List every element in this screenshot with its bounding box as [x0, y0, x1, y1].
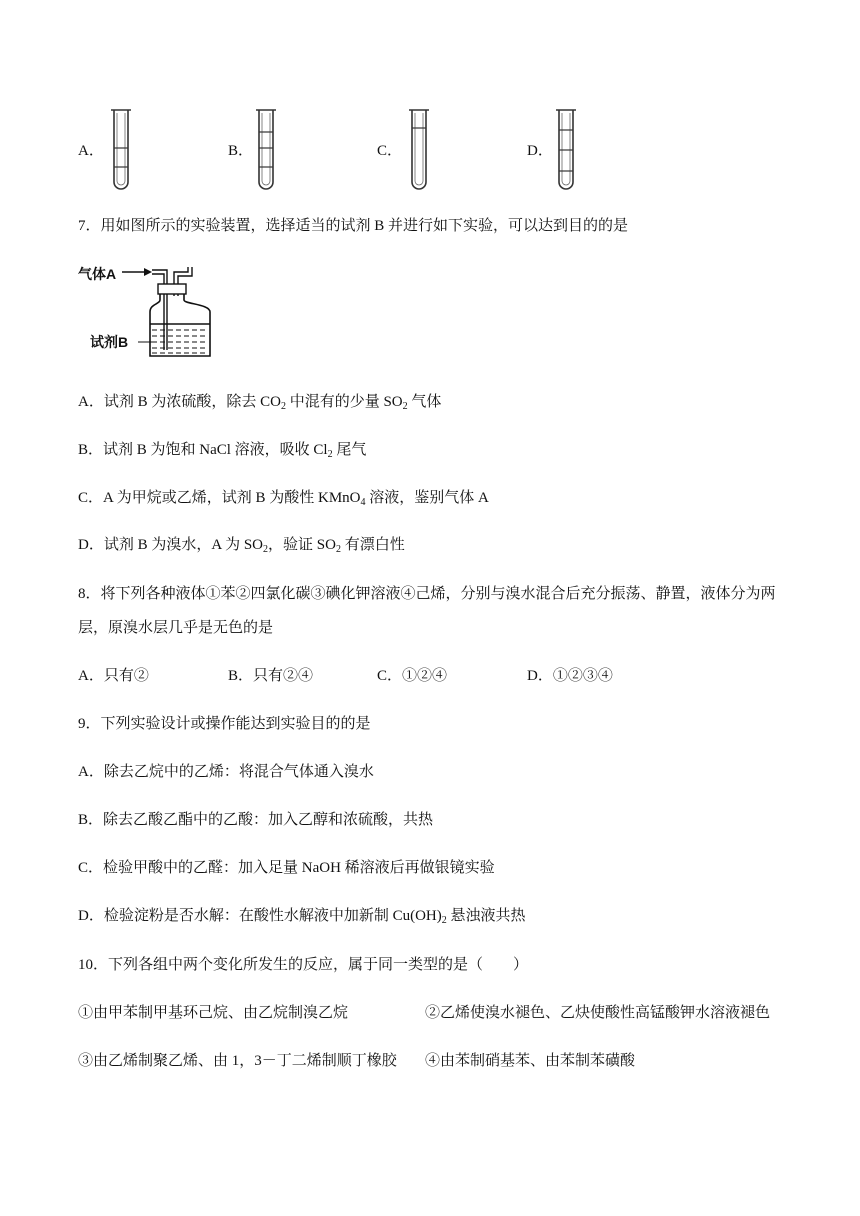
question-7-option-a: A．试剂 B 为浓硫酸，除去 $CO_2$ 中混有的少量 $SO_2$ 气体: [78, 394, 442, 412]
question-7-option-d: D．试剂 B 为溴水，A 为 $SO_2$，验证 $SO_2$ 有漂白性: [78, 537, 405, 555]
gas-a-label: 气体A: [78, 266, 117, 282]
option-c-label: C．: [377, 143, 403, 159]
question-7-option-c: C．A 为甲烷或乙烯，试剂 B 为酸性 KMnO$_4$ 溶液，鉴别气体 A: [78, 490, 489, 508]
test-tube-c: [406, 108, 432, 192]
reagent-b-label: 试剂B: [90, 334, 129, 350]
question-10-stem: 10．下列各组中两个变化所发生的反应，属于同一类型的是（ ）: [78, 957, 529, 973]
question-10-item-2: ②乙烯使溴水褪色、乙炔使酸性高锰酸钾水溶液褪色: [425, 1005, 771, 1021]
question-10-item-1: ①由甲苯制甲基环己烷、由乙烷制溴乙烷: [78, 1005, 349, 1021]
question-8-option-d: D．①②③④: [527, 668, 613, 684]
question-9-option-c: C．检验甲酸中的乙醛：加入足量 NaOH 稀溶液后再做银镜实验: [78, 860, 495, 876]
question-7-stem: 7．用如图所示的实验装置，选择适当的试剂 B 并进行如下实验，可以达到目的的是: [78, 218, 629, 234]
test-tube-d: [553, 108, 579, 192]
question-7-option-b: B．试剂 B 为饱和 NaCl 溶液，吸收 $Cl_2$ 尾气: [78, 442, 367, 460]
question-8-option-c: C．①②④: [377, 668, 448, 684]
gas-washing-bottle-diagram: [78, 262, 228, 362]
question-9-stem: 9．下列实验设计或操作能达到实验目的的是: [78, 716, 371, 732]
gas-washing-bottle-icon: [78, 262, 228, 362]
test-tube-b: [253, 108, 279, 192]
test-tube-a: [108, 108, 134, 192]
question-9-option-b: B．除去乙酸乙酯中的乙酸：加入乙醇和浓硫酸，共热: [78, 812, 434, 828]
question-8-stem-line-1: 8．将下列各种液体①苯②四氯化碳③碘化钾溶液④己烯，分别与溴水混合后充分振荡、静置，液体分为两: [78, 586, 776, 602]
question-10-item-3: ③由乙烯制聚乙烯、由 1，3－丁二烯制顺丁橡胶: [78, 1053, 397, 1069]
option-d-label: D．: [527, 143, 553, 159]
option-a-label: A．: [78, 143, 104, 159]
question-9-option-d: D．检验淀粉是否水解：在酸性水解液中加新制 $Cu(OH)_2$ 悬浊液共热: [78, 908, 526, 926]
question-9-option-a: A．除去乙烷中的乙烯：将混合气体通入溴水: [78, 764, 374, 780]
question-8-option-a: A．只有②: [78, 668, 149, 684]
question-8-option-b: B．只有②④: [228, 668, 314, 684]
option-b-label: B．: [228, 143, 254, 159]
question-10-item-4: ④由苯制硝基苯、由苯制苯磺酸: [425, 1053, 636, 1069]
question-8-stem-line-2: 层，原溴水层几乎是无色的是: [78, 620, 274, 636]
